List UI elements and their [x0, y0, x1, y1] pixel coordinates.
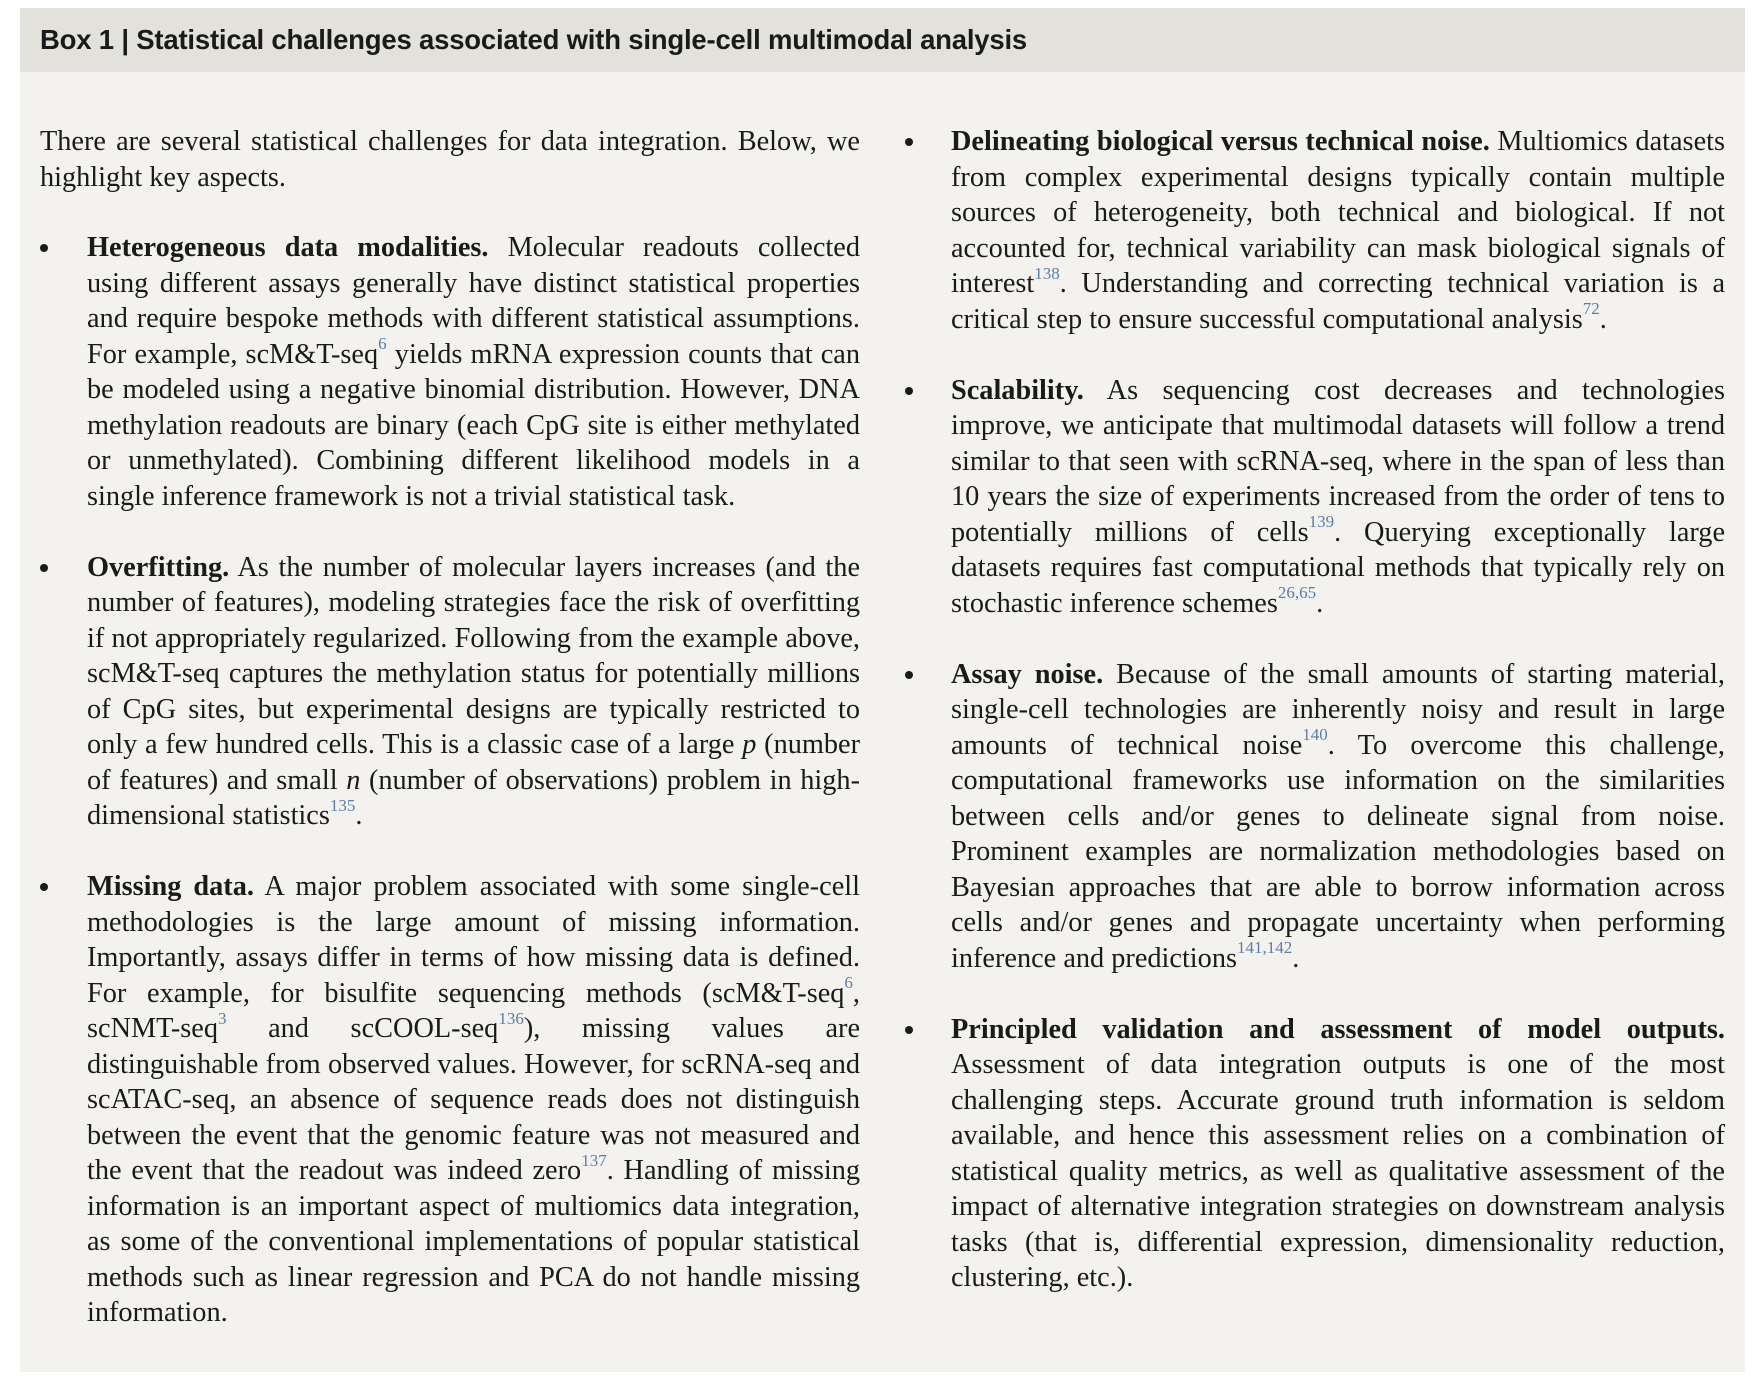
list-item-missing-data [40, 869, 860, 1331]
box-panel [20, 8, 1745, 1372]
item-text: yields mRNA expression counts that can be modeled using a negative binomial distribution. However, DNA methylation readouts are binary (each CpG site is either methylated or unmethylated). Combining different likelihood models in a single inference framework is not a trivial statistical task. [87, 338, 860, 512]
citation-ref[interactable]: 6 [844, 973, 853, 993]
item-text: . [1316, 587, 1324, 619]
bullet-icon [40, 883, 48, 891]
item-heading: Assay noise. [951, 658, 1104, 690]
citation-ref[interactable]: 140 [1302, 725, 1328, 745]
item-text: . Understanding and correcting technical variation is a critical step to ensure successful computational analysis [951, 268, 1725, 335]
item-heading: Delineating biological versus technical noise. [951, 126, 1490, 157]
item-text: and scCOOL-seq [226, 1013, 499, 1044]
item-text: Because of the small amounts of starting material, single-cell technologies are inherently noisy and result in large amounts of technical noise [951, 658, 1725, 761]
left-column [40, 124, 860, 1331]
item-text: (number of features) and small [87, 729, 861, 796]
item-heading: Principled validation and assessment of model outputs. [951, 1013, 1725, 1045]
box-title: Box 1 | Statistical challenges associated with single-cell multimodal analysis [40, 24, 1028, 55]
citation-ref[interactable]: 137 [581, 1150, 607, 1170]
list-item-noise [905, 124, 1725, 337]
item-heading: Heterogeneous data modalities. [87, 232, 489, 263]
list-item-assay-noise [905, 657, 1725, 977]
bullet-icon [40, 244, 48, 252]
item-heading: Missing data. [87, 871, 254, 902]
item-text: . Querying exceptionally large datasets requires fast computational methods that typically rely on stochastic inference schemes [951, 516, 1726, 619]
item-text: , scNMT-seq [87, 977, 860, 1044]
item-text: Assessment of data integration outputs is one of the most challenging steps. Accurate ground truth information is seldom available, and hence this assessment relies on a combination of statistical quality metrics, as well as qualitative assessment of the impact of alternative integration strategies on downstream analysis tasks (that is, differential expression, dimensionality reduction, clustering, etc.). [951, 1049, 1725, 1293]
item-text: . To overcome this challenge, computational frameworks use information on the similarities between cells and/or genes to delineate signal from noise. Prominent examples are normalization methodologies based on Bayesian approaches that are able to borrow information across cells and/or genes and propagate uncertainty when performing inference and predictions [951, 729, 1725, 974]
italic-symbol: p [742, 729, 757, 760]
bullet-icon [40, 564, 48, 572]
left-bullet-list [40, 230, 860, 1331]
bullet-icon [905, 138, 913, 146]
box-header [20, 8, 1745, 72]
citation-ref[interactable]: 136 [498, 1008, 524, 1028]
bullet-icon [905, 1026, 913, 1034]
citation-ref[interactable]: 141,142 [1236, 938, 1293, 958]
item-text: ), missing values are distinguishable from observed values. However, for scRNA-seq and scATAC-seq, an absence of sequence reads does not distinguish between the event that the genomic feature was not measured and the event that the readout was indeed zero [87, 1013, 861, 1186]
right-bullet-list [905, 124, 1725, 1296]
item-heading: Overfitting. [87, 551, 230, 583]
citation-ref[interactable]: 72 [1582, 299, 1600, 319]
item-text: Multiomics datasets from complex experimental designs typically contain multiple sources of heterogeneity, both technical and biological. If not accounted for, technical variability can mask biological signals of interest [951, 126, 1726, 299]
list-item-heterogeneous [40, 230, 860, 514]
item-text: As the number of molecular layers increases (and the number of features), modeling strategies face the risk of overfitting if not appropriately regularized. Following from the example above, scM&T-seq captures the methylation status for potentially millions of CpG sites, but experimental designs are typically restricted to only a few hundred cells. This is a classic case of a large [87, 551, 860, 760]
list-item-overfitting [40, 550, 860, 834]
italic-symbol: n [346, 764, 361, 796]
item-text: . Handling of missing information is an important aspect of multiomics data integration, as some of the conventional implementations of popular statistical methods such as linear regression and PCA do not handle missing information. [87, 1155, 860, 1328]
list-item-scalability [905, 373, 1725, 622]
bullet-icon [905, 671, 913, 679]
item-text: As sequencing cost decreases and technologies improve, we anticipate that multimodal datasets will follow a trend similar to that seen with scRNA-seq, where in the span of less than 10 years the size of experiments increased from the order of tens to potentially millions of cells [951, 374, 1725, 548]
item-text: Molecular readouts collected using different assays generally have distinct statistical properties and require bespoke methods with different statistical assumptions. For example, scM&T-seq [87, 232, 860, 370]
item-text: . [1292, 942, 1300, 974]
item-text: A major problem associated with some single-cell methodologies is the large amount of missing information. Importantly, assays differ in terms of how missing data is defined. For example, for bisulfite sequencing methods (scM&T-seq [87, 871, 861, 1009]
item-text: (number of observations) problem in high-dimensional statistics [87, 764, 860, 831]
right-column [905, 124, 1725, 1331]
citation-ref[interactable]: 138 [1034, 263, 1060, 283]
citation-ref[interactable]: 135 [329, 795, 356, 815]
bullet-icon [905, 387, 913, 395]
list-item-validation [905, 1012, 1725, 1296]
citation-ref[interactable]: 26,65 [1277, 583, 1317, 603]
citation-ref[interactable]: 6 [378, 334, 387, 354]
citation-ref[interactable]: 139 [1308, 512, 1335, 532]
box-columns [40, 124, 1725, 1331]
item-text: . [355, 800, 363, 831]
citation-ref[interactable]: 3 [218, 1008, 227, 1028]
item-text: . [1599, 303, 1607, 335]
item-heading: Scalability. [951, 374, 1084, 406]
intro-paragraph: There are several statistical challenges for data integration. Below, we highlight key aspects. [40, 126, 860, 193]
